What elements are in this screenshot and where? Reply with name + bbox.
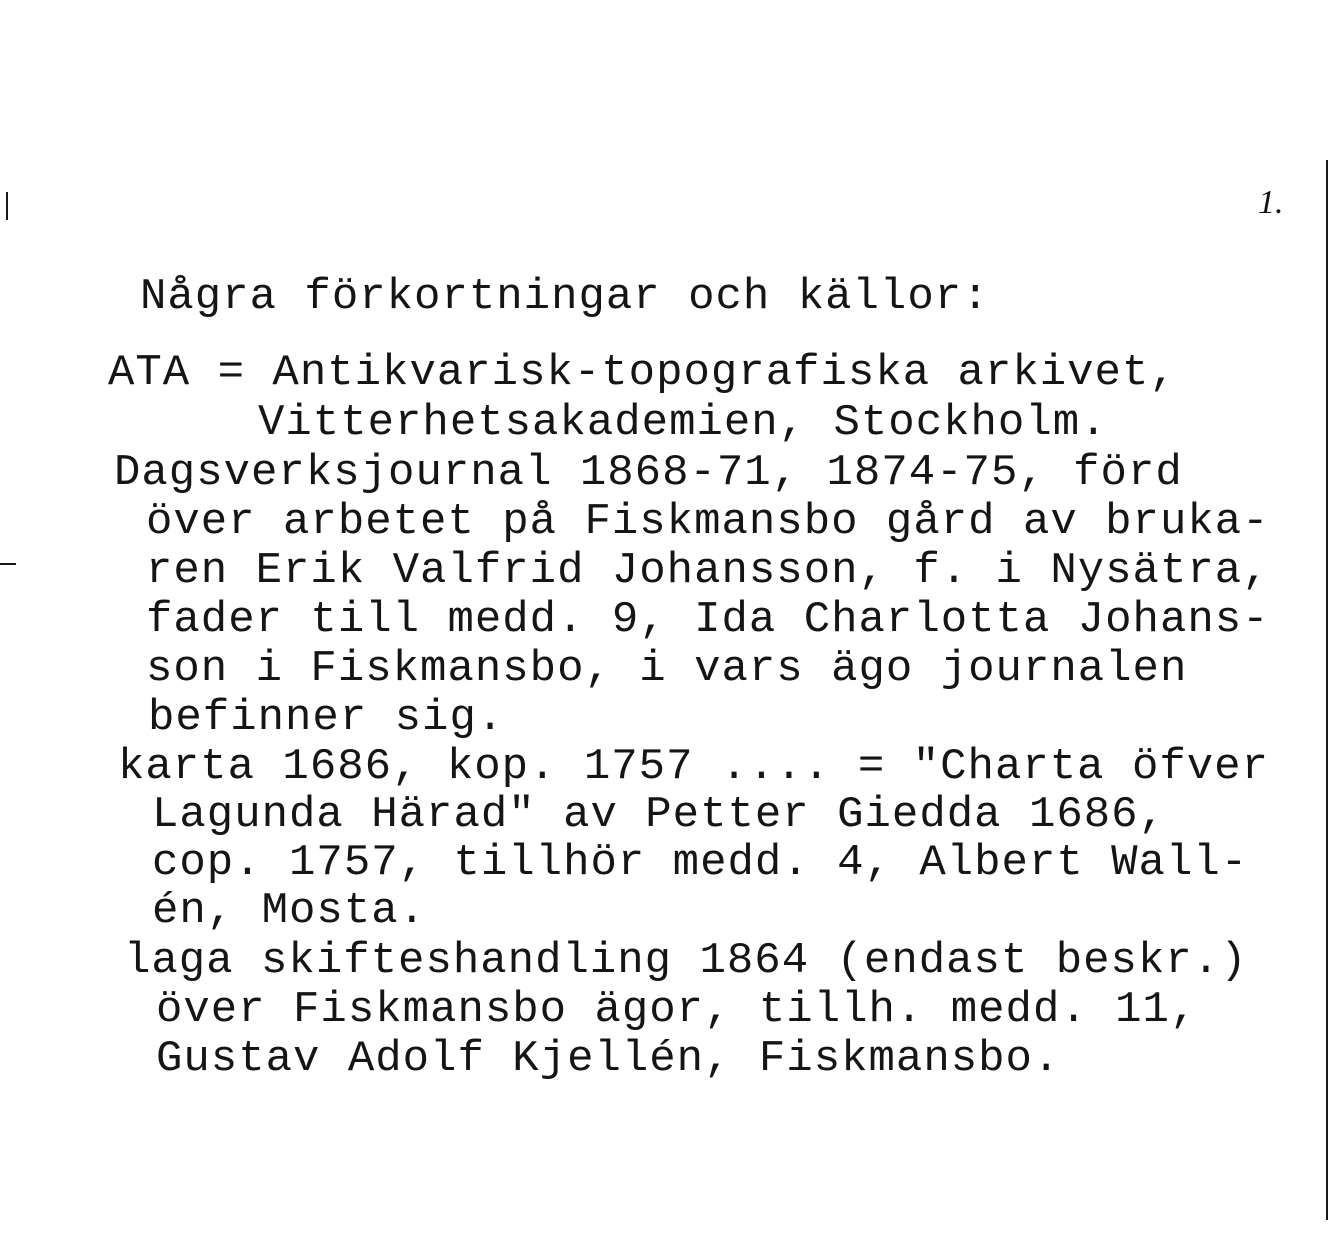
text-line-karta-2: Lagunda Härad" av Petter Giedda 1686,	[152, 790, 1166, 840]
margin-mark-left-middle	[0, 563, 16, 565]
text-line-karta: karta 1686, kop. 1757 .... = "Charta öfver	[118, 742, 1269, 792]
text-line-laga-skifte-3: Gustav Adolf Kjellén, Fiskmansbo.	[156, 1034, 1061, 1084]
text-line-dagsverksjournal-2: över arbetet på Fiskmansbo gård av bruka-	[146, 497, 1270, 547]
text-line-dagsverksjournal: Dagsverksjournal 1868-71, 1874-75, förd	[114, 448, 1183, 498]
heading-line: Några förkortningar och källor:	[140, 272, 990, 322]
text-line-karta-3: cop. 1757, tillhör medd. 4, Albert Wall-	[152, 838, 1249, 888]
text-line-laga-skifte: laga skifteshandling 1864 (endast beskr.)	[124, 936, 1248, 986]
text-line-dagsverksjournal-4: fader till medd. 9, Ida Charlotta Johans-	[146, 595, 1270, 645]
text-line-ata-cont: Vitterhetsakademien, Stockholm.	[258, 398, 1108, 448]
text-line-dagsverksjournal-6: befinner sig.	[148, 693, 505, 743]
text-line-dagsverksjournal-5: son i Fiskmansbo, i vars ägo journalen	[146, 644, 1188, 694]
text-line-karta-4: én, Mosta.	[152, 886, 427, 936]
text-line-laga-skifte-2: över Fiskmansbo ägor, tillh. medd. 11,	[156, 985, 1198, 1035]
text-line-ata: ATA = Antikvarisk-topografiska arkivet,	[108, 348, 1177, 398]
paper-edge-line	[1326, 160, 1328, 1220]
margin-mark-left-top	[6, 192, 8, 220]
page-number: 1.	[1258, 184, 1284, 221]
text-line-dagsverksjournal-3: ren Erik Valfrid Johansson, f. i Nysätra,	[146, 546, 1270, 596]
